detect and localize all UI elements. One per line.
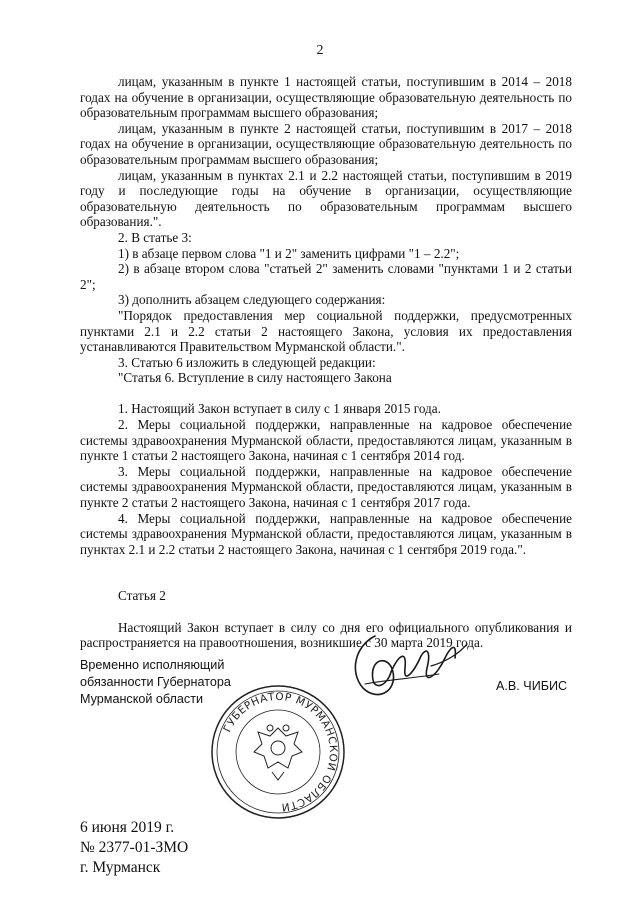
footer-city: г. Мурманск — [80, 859, 161, 876]
paragraph-recipients-2019: лицам, указанным в пунктах 2.1 и 2.2 настоящей статьи, поступившим в 2019 году и последующие годы на обучение в организации, осуществляющие образовательную деятельность по образовательным программам высшего образования.". — [80, 167, 572, 230]
paragraph-article-3-item-2: 2) в абзаце втором слова "статьей 2" заменить словами "пунктами 1 и 2 статьи 2"; — [80, 261, 572, 292]
paragraph-article-6-item-2: 2. Меры социальной поддержки, направленные на кадровое обеспечение системы здравоохранения Мурманской области, предоставляются лицам, указанным в пункте 1 статьи 2 настоящего Закона, начиная с 1 сентября 2014 год. — [80, 417, 572, 464]
coat-of-arms-icon — [254, 725, 302, 780]
paragraph-recipients-2014: лицам, указанным в пункте 1 настоящей статьи, поступившим в 2014 – 2018 годах на обучение в организации, осуществляющие образовательную деятельность по образовательным программам высшего образования; — [80, 74, 572, 121]
document-footer — [80, 818, 188, 878]
paragraph-article-3-item-3: 3) дополнить абзацем следующего содержания: — [118, 292, 386, 308]
paragraph-article-6-item-1: 1. Настоящий Закон вступает в силу с 1 января 2015 года. — [118, 401, 441, 417]
paragraph-recipients-2017: лицам, указанным в пункте 2 настоящей статьи, поступившим в 2017 – 2018 годах на обучение в организации, осуществляющие образовательную деятельность по образовательным программам высшего образования; — [80, 120, 572, 167]
footer-number: № 2377-01-ЗМО — [80, 839, 189, 856]
footer-date: 6 июня 2019 г. — [80, 819, 175, 836]
official-seal — [208, 682, 348, 822]
signatory-name: А.В. ЧИБИС — [496, 679, 568, 693]
paragraph-article-6-title: "Статья 6. Вступление в силу настоящего Закона — [118, 370, 392, 386]
paragraph-article-6-item-3: 3. Меры социальной поддержки, направленные на кадровое обеспечение системы здравоохранения Мурманской области, предоставляются лицам, указанным в пункте 2 статьи 2 настоящего Закона, начиная с 1 сентября 2017 года. — [80, 463, 572, 511]
paragraph-article-3-heading: 2. В статье 3: — [118, 229, 192, 245]
paragraph-procedure: "Порядок предоставления мер социальной поддержки, предусмотренных пунктами 2.1 и 2.2 статьи 2 настоящего Закона, условия их предоставления устанавливаются Правительством Мурманской области.". — [80, 307, 572, 355]
seal-text: ГУБЕРНАТОР МУРМАНСКОЙ ОБЛАСТИ — [221, 690, 340, 814]
document-body — [80, 74, 572, 651]
paragraph-effective-date: Настоящий Закон вступает в силу со дня его официального опубликования и распространяется на правоотношения, возникшие с 30 марта 2019 года. — [80, 619, 572, 651]
signatory-title-line: Временно исполняющий — [80, 658, 225, 672]
page-number: 2 — [316, 43, 324, 58]
signatory-title-line: обязанности Губернатора — [80, 675, 231, 689]
paragraph-article-3-item-1: 1) в абзаце первом слова "1 и 2" заменить цифрами "1 – 2.2"; — [118, 245, 460, 261]
signatory-title-line: Мурманской области — [80, 692, 203, 706]
article-2-heading: Статья 2 — [118, 588, 166, 604]
paragraph-article-6-heading: 3. Статью 6 изложить в следующей редакции: — [118, 354, 376, 370]
handwritten-signature — [335, 628, 485, 708]
paragraph-article-6-item-4: 4. Меры социальной поддержки, направленные на кадровое обеспечение системы здравоохранения Мурманской области, предоставляются лицам, указанным в пунктах 2.1 и 2.2 статьи 2 настоящего Закона, начиная с 1 сентября 2019 года.". — [80, 510, 572, 557]
